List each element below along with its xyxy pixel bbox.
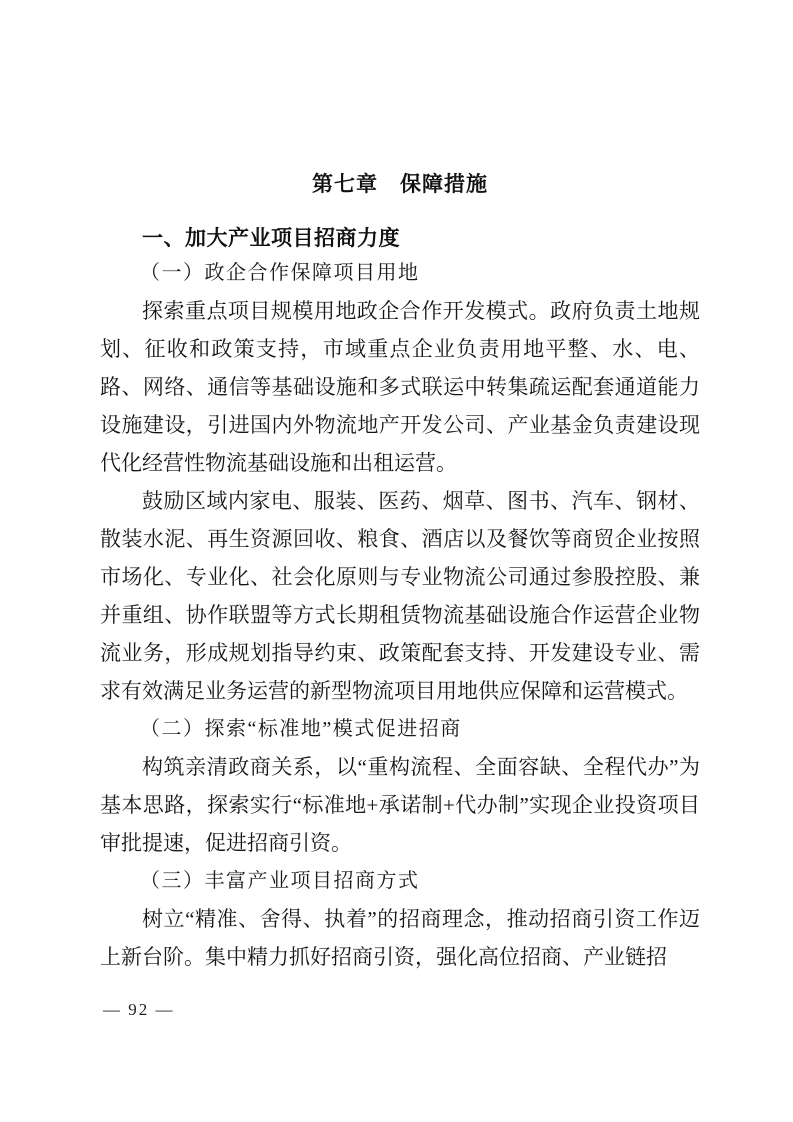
subsection-heading-3: （三）丰富产业项目招商方式 — [140, 870, 420, 892]
page-content — [100, 170, 700, 976]
page-number: — 92 — — [103, 1000, 175, 1019]
subsection-heading-2: （二）探索“标准地”模式促进招商 — [140, 718, 462, 740]
paragraph: 鼓励区域内家电、服装、医药、烟草、图书、汽车、钢材、散装水泥、再生资源回收、粮食、酒店以及餐饮等商贸企业按照市场化、专业化、社会化原则与专业物流公司通过参股控股、兼并重组、协作联盟等方式长期租赁物流基础设施合作运营企业物流业务，形成规划指导约束、政策配套支持、开发建设专业、需求有效满足业务运营的新型物流项目用地供应保障和运营模式。 — [100, 489, 700, 703]
chapter-title: 第七章 保障措施 — [312, 173, 488, 196]
paragraph: 构筑亲清政商关系，以“重构流程、全面容缺、全程代办”为基本思路，探索实行“标准地+承诺制+代办制”实现企业投资项目审批提速，促进招商引资。 — [100, 755, 700, 855]
subsection-heading-1: （一）政企合作保障项目用地 — [140, 262, 420, 284]
paragraph: 树立“精准、舍得、执着”的招商理念，推动招商引资工作迈上新台阶。集中精力抓好招商引资，强化高位招商、产业链招 — [100, 907, 700, 969]
section-heading-1: 一、加大产业项目招商力度 — [142, 227, 400, 250]
paragraph: 探索重点项目规模用地政企合作开发模式。政府负责土地规划、征收和政策支持，市域重点企业负责用地平整、水、电、路、网络、通信等基础设施和多式联运中转集疏运配套通道能力设施建设，引进国内外物流地产开发公司、产业基金负责建设现代化经营性物流基础设施和出租运营。 — [100, 299, 700, 475]
